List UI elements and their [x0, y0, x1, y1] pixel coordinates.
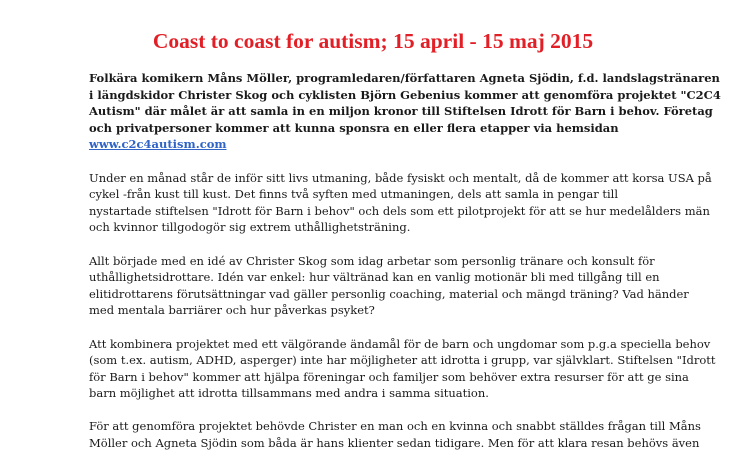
body-paragraph: [89, 170, 712, 236]
paragraph-line: och kvinnor tillgodogör sig extrem uthållighetsträning.: [89, 220, 411, 235]
paragraph-line: nystartade stiftelsen "Idrott för Barn i behov" och dels som ett pilotprojekt för att se hur medelålders män: [89, 203, 710, 218]
document-title: Coast to coast for autism; 15 april - 15 maj 2015: [152, 29, 594, 53]
paragraph-line: Möller och Agneta Sjödin som båda är hans klienter sedan tidigare. Men för att klara resan behövs även: [89, 436, 700, 451]
paragraph-line: (som t.ex. autism, ADHD, asperger) inte har möjligheter att idrotta i grupp, var självklart. Stiftelsen "Idrott: [89, 353, 716, 368]
paragraph-line: med mentala barriärer och hur påverkas psyket?: [89, 303, 375, 318]
paragraph-line: cykel -från kust till kust. Det finns två syften med utmaningen, dels att samla in pengar till: [89, 187, 619, 202]
website-link[interactable]: www.c2c4autism.com: [89, 137, 227, 152]
body-paragraph: [89, 253, 689, 319]
paragraph-line: Att kombinera projektet med ett välgörande ändamål för de barn och ungdomar som p.g.a speciella behov: [89, 336, 711, 351]
paragraph-line: för Barn i behov" kommer att hjälpa föreningar och familjer som behöver extra resurser för att ge sina: [89, 369, 689, 384]
intro-line: och privatpersoner kommer att kunna sponsra en eller flera etapper via hemsidan: [89, 120, 619, 135]
intro-line: i längdskidor Christer Skog och cyklisten Björn Gebenius kommer att genomföra projektet "C2C4: [89, 87, 721, 102]
intro-paragraph: [89, 70, 721, 153]
paragraph-line: Allt började med en idé av Christer Skog som idag arbetar som personlig tränare och konsult för: [89, 253, 655, 268]
intro-link-line: [89, 136, 669, 153]
body-paragraph: [89, 336, 716, 402]
intro-line: Autism" där målet är att samla in en miljon kronor till Stiftelsen Idrott för Barn i behov. Företag: [89, 104, 713, 119]
paragraph-line: uthållighetsidrottare. Idén var enkel: hur vältränad kan en vanlig motionär bli med tillgång till en: [89, 270, 660, 285]
paragraph-line: barn möjlighet att idrotta tillsammans med andra i samma situation.: [89, 386, 489, 401]
paragraph-line: För att genomföra projektet behövde Christer en man och en kvinna och snabbt ställdes frågan till Måns: [89, 419, 701, 434]
paragraph-line: elitidrottarens förutsättningar vad gäller personlig coaching, material och mängd träning? Vad händer: [89, 286, 689, 301]
document-body: [89, 70, 721, 468]
paragraph-line: Under en månad står de inför sitt livs utmaning, både fysiskt och mentalt, då de kommer att korsa USA på: [89, 170, 712, 185]
body-paragraph: [89, 418, 701, 451]
intro-line: Folkära komikern Måns Möller, programledaren/författaren Agneta Sjödin, f.d. landslagstränaren: [89, 71, 720, 85]
